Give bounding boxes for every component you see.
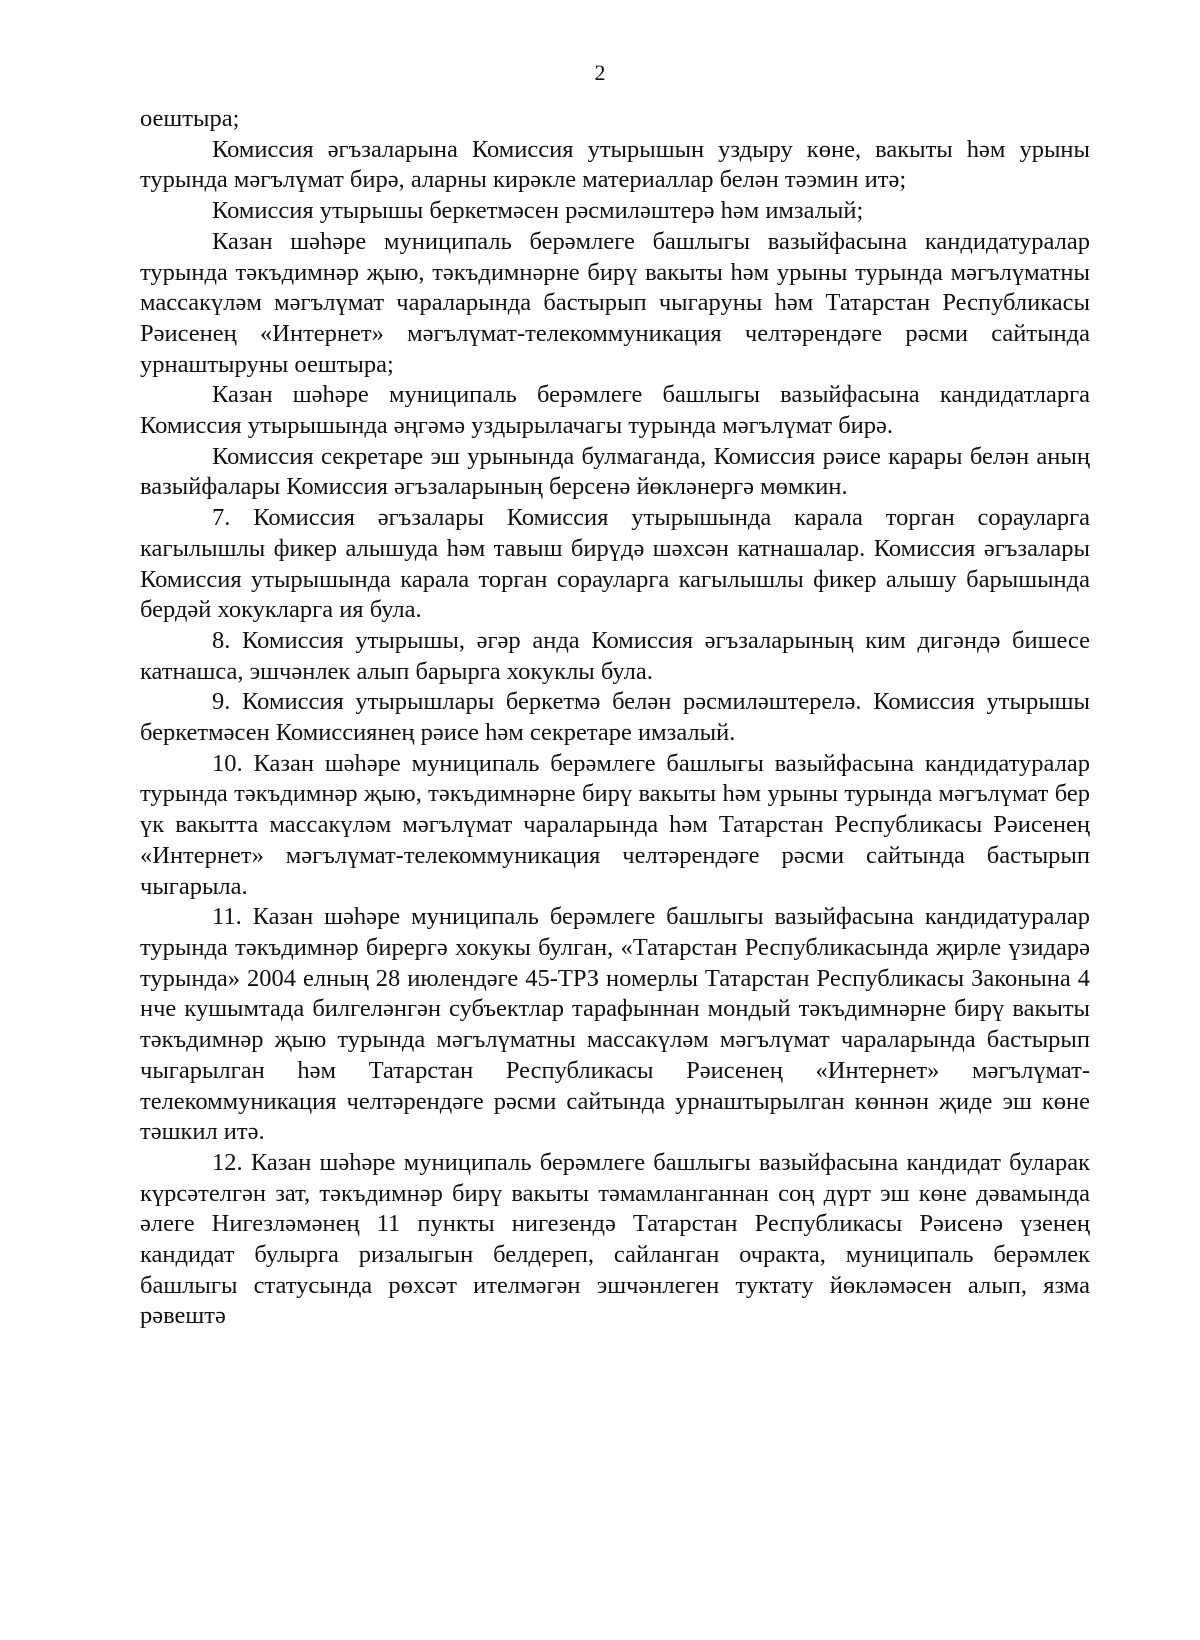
paragraph-collect-proposals: Казан шәһәре муниципаль берәмлеге башлыгы вазыйфасына кандидатуралар турында тәкъдимнәр җыю, тәкъдимнәрне бирү вакыты һәм урыны турында мәгълүматны массакүләм мәгълүмат чараларында бастырып чыгаруны һәм Татарстан Республикасы Рәисенең «Интернет» мәгълүмат-телекоммуникация челтәрендәге рәсми сайтында урнаштыруны оештыра; (140, 227, 1090, 378)
paragraph-secretary-absence: Комиссия секретаре эш урынында булмаганда, Комиссия рәисе карары белән аның вазыйфалары Комиссия әгъзаларының берсенә йөкләнергә мөмкин. (140, 442, 1090, 501)
paragraph-sign-minutes: Комиссия утырышы беркетмәсен рәсмиләштерә һәм имзалый; (212, 197, 864, 225)
paragraph-continuation: оештыра; (140, 105, 240, 132)
paragraph-item-11: 11. Казан шәһәре муниципаль берәмлеге башлыгы вазыйфасына кандидатуралар турында тәкъдимнәр бирергә хокукы булган, «Татарстан Республикасында җирле үзидарә турында» 2004 елның 28 июлендәге 45-ТРЗ номерлы Татарстан Республикасы Законына 4 нче кушымтада билгеләнгән субъектлар тарафыннан мондый тәкъдимнәрне бирү вакыты тәкъдимнәр җыю турында мәгълүматны массакүләм мәгълүмат чараларында бастырып чыгарылган һәм Татарстан Республикасы Рәисенең «Интернет» мәгълүмат-телекоммуникация челтәрендәге рәсми сайтында урнаштырылган көннән җиде эш көне тәшкил итә. (140, 903, 1090, 1146)
paragraph-inform-members: Комиссия әгъзаларына Комиссия утырышын уздыру көне, вакыты һәм урыны турында мәгълүмат бирә, аларны кирәкле материаллар белән тәэмин итә; (140, 135, 1090, 194)
paragraph-item-8: 8. Комиссия утырышы, әгәр анда Комиссия әгъзаларының ким дигәндә бишесе катнашса, эшчәнлек алып барырга хокуклы була. (140, 626, 1090, 685)
paragraph-item-7: 7. Комиссия әгъзалары Комиссия утырышында карала торган сорауларга кагылышлы фикер алышуда һәм тавыш бирүдә шәхсән катнашалар. Комиссия әгъзалары Комиссия утырышында карала торган сорауларга кагылышлы фикер алышу барышында бердәй хокукларга ия була. (140, 504, 1090, 624)
page-number: 2 (594, 60, 606, 85)
document-body (140, 104, 1090, 1332)
paragraph-item-12: 12. Казан шәһәре муниципаль берәмлеге башлыгы вазыйфасына кандидат буларак күрсәтелгән зат, тәкъдимнәр бирү вакыты тәмамланганнан соң дүрт эш көне дәвамында әлеге Нигезләмәнең 11 пункты нигезендә Татарстан Республикасы Рәисенә үзенең кандидат булырга ризалыгын белдереп, сайланган очракта, муниципаль берәмлек башлыгы статусында рөхсәт ителмәгән эшчәнлеген туктату йөкләмәсен алып, язма рәвештә (140, 1148, 1090, 1330)
paragraph-item-10: 10. Казан шәһәре муниципаль берәмлеге башлыгы вазыйфасына кандидатуралар турында тәкъдимнәр җыю, тәкъдимнәрне бирү вакыты һәм урыны турында мәгълүмат бер үк вакытта массакүләм мәгълүмат чараларында һәм Татарстан Республикасы Рәисенең «Интернет» мәгълүмат-телекоммуникация челтәрендәге рәсми сайтында бастырып чыгарыла. (140, 749, 1090, 900)
paragraph-item-9: 9. Комиссия утырышлары беркетмә белән рәсмиләштерелә. Комиссия утырышы беркетмәсен Комиссиянең рәисе һәм секретаре имзалый. (140, 688, 1090, 747)
paragraph-inform-candidates: Казан шәһәре муниципаль берәмлеге башлыгы вазыйфасына кандидатларга Комиссия утырышында әңгәмә уздырылачагы турында мәгълүмат бирә. (140, 381, 1090, 440)
